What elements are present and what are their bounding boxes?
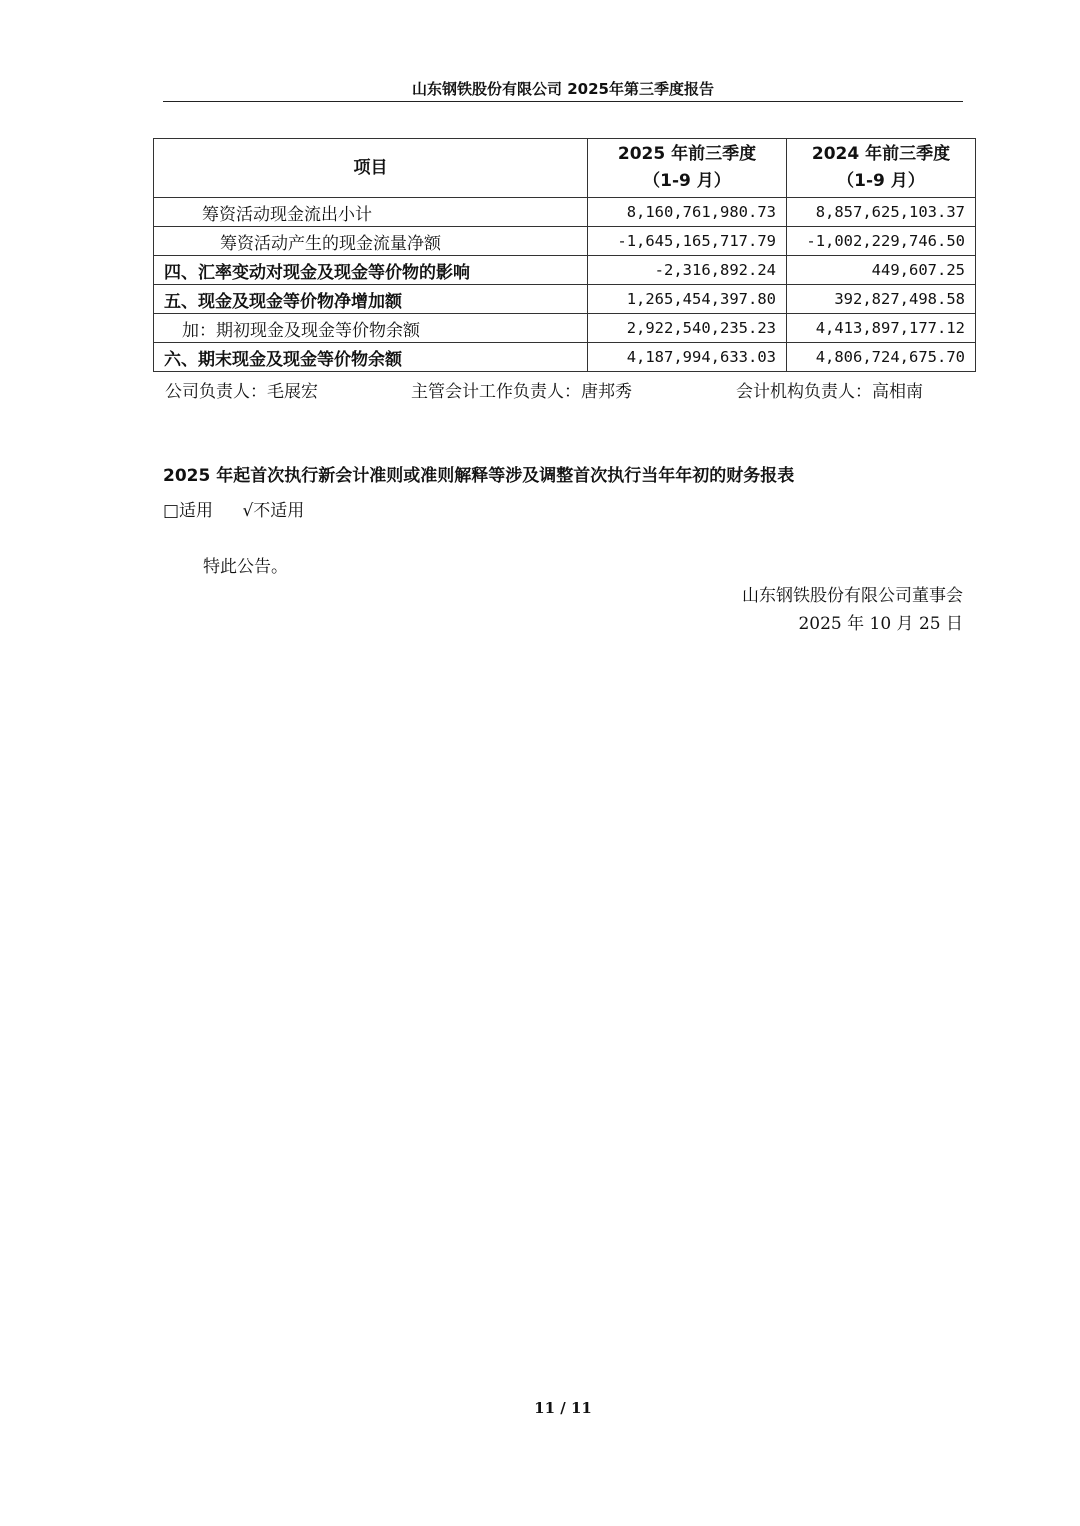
notice-text: 特此公告。 [203, 557, 288, 577]
row-previous-value: 4,806,724,675.70 [787, 343, 976, 372]
table-row [154, 256, 976, 285]
row-previous-value: -1,002,229,746.50 [787, 227, 976, 256]
row-label: 加：期初现金及现金等价物余额 [154, 314, 588, 343]
page-number: 11 / 11 [534, 1399, 592, 1417]
row-previous-value: 392,827,498.58 [787, 285, 976, 314]
announcement-date: 2025 年 10 月 25 日 [798, 614, 963, 634]
table-row [154, 227, 976, 256]
option-not-applicable: √不适用 [242, 501, 305, 521]
header-current-period [588, 139, 787, 198]
accounting-org-head: 会计机构负责人：高相南 [736, 382, 923, 402]
row-label: 四、汇率变动对现金及现金等价物的影响 [154, 256, 588, 285]
company-head: 公司负责人：毛展宏 [165, 382, 318, 402]
header-previous-period [787, 139, 976, 198]
applicability-options [163, 496, 304, 521]
row-label: 筹资活动产生的现金流量净额 [154, 227, 588, 256]
section-title: 2025 年起首次执行新会计准则或准则解释等涉及调整首次执行当年年初的财务报表 [163, 466, 795, 486]
header-current-line2: （1-9 月） [643, 171, 731, 191]
row-label: 筹资活动现金流出小计 [154, 198, 588, 227]
row-previous-value: 8,857,625,103.37 [787, 198, 976, 227]
header-current-line1: 2025 年前三季度 [617, 144, 757, 164]
table-row [154, 314, 976, 343]
row-current-value: 8,160,761,980.73 [588, 198, 787, 227]
table-header-row [154, 139, 976, 198]
row-current-value: 1,265,454,397.80 [588, 285, 787, 314]
header-divider [163, 101, 963, 102]
table-row [154, 343, 976, 372]
row-current-value: -1,645,165,717.79 [588, 227, 787, 256]
header-previous-line2: （1-9 月） [837, 171, 925, 191]
option-applicable: □适用 [163, 501, 214, 521]
row-label: 五、现金及现金等价物净增加额 [154, 285, 588, 314]
row-current-value: 4,187,994,633.03 [588, 343, 787, 372]
cash-flow-table [153, 138, 976, 372]
table-row [154, 198, 976, 227]
row-previous-value: 4,413,897,177.12 [787, 314, 976, 343]
accounting-head: 主管会计工作负责人：唐邦秀 [411, 382, 632, 402]
row-current-value: 2,922,540,235.23 [588, 314, 787, 343]
row-current-value: -2,316,892.24 [588, 256, 787, 285]
row-previous-value: 449,607.25 [787, 256, 976, 285]
table-row [154, 285, 976, 314]
signers-line [165, 377, 965, 403]
board-signature: 山东钢铁股份有限公司董事会 [742, 586, 963, 606]
header-item: 项目 [154, 139, 588, 198]
header-previous-line1: 2024 年前三季度 [811, 144, 951, 164]
row-label: 六、期末现金及现金等价物余额 [154, 343, 588, 372]
page-header-title: 山东钢铁股份有限公司 2025年第三季度报告 [412, 80, 714, 98]
